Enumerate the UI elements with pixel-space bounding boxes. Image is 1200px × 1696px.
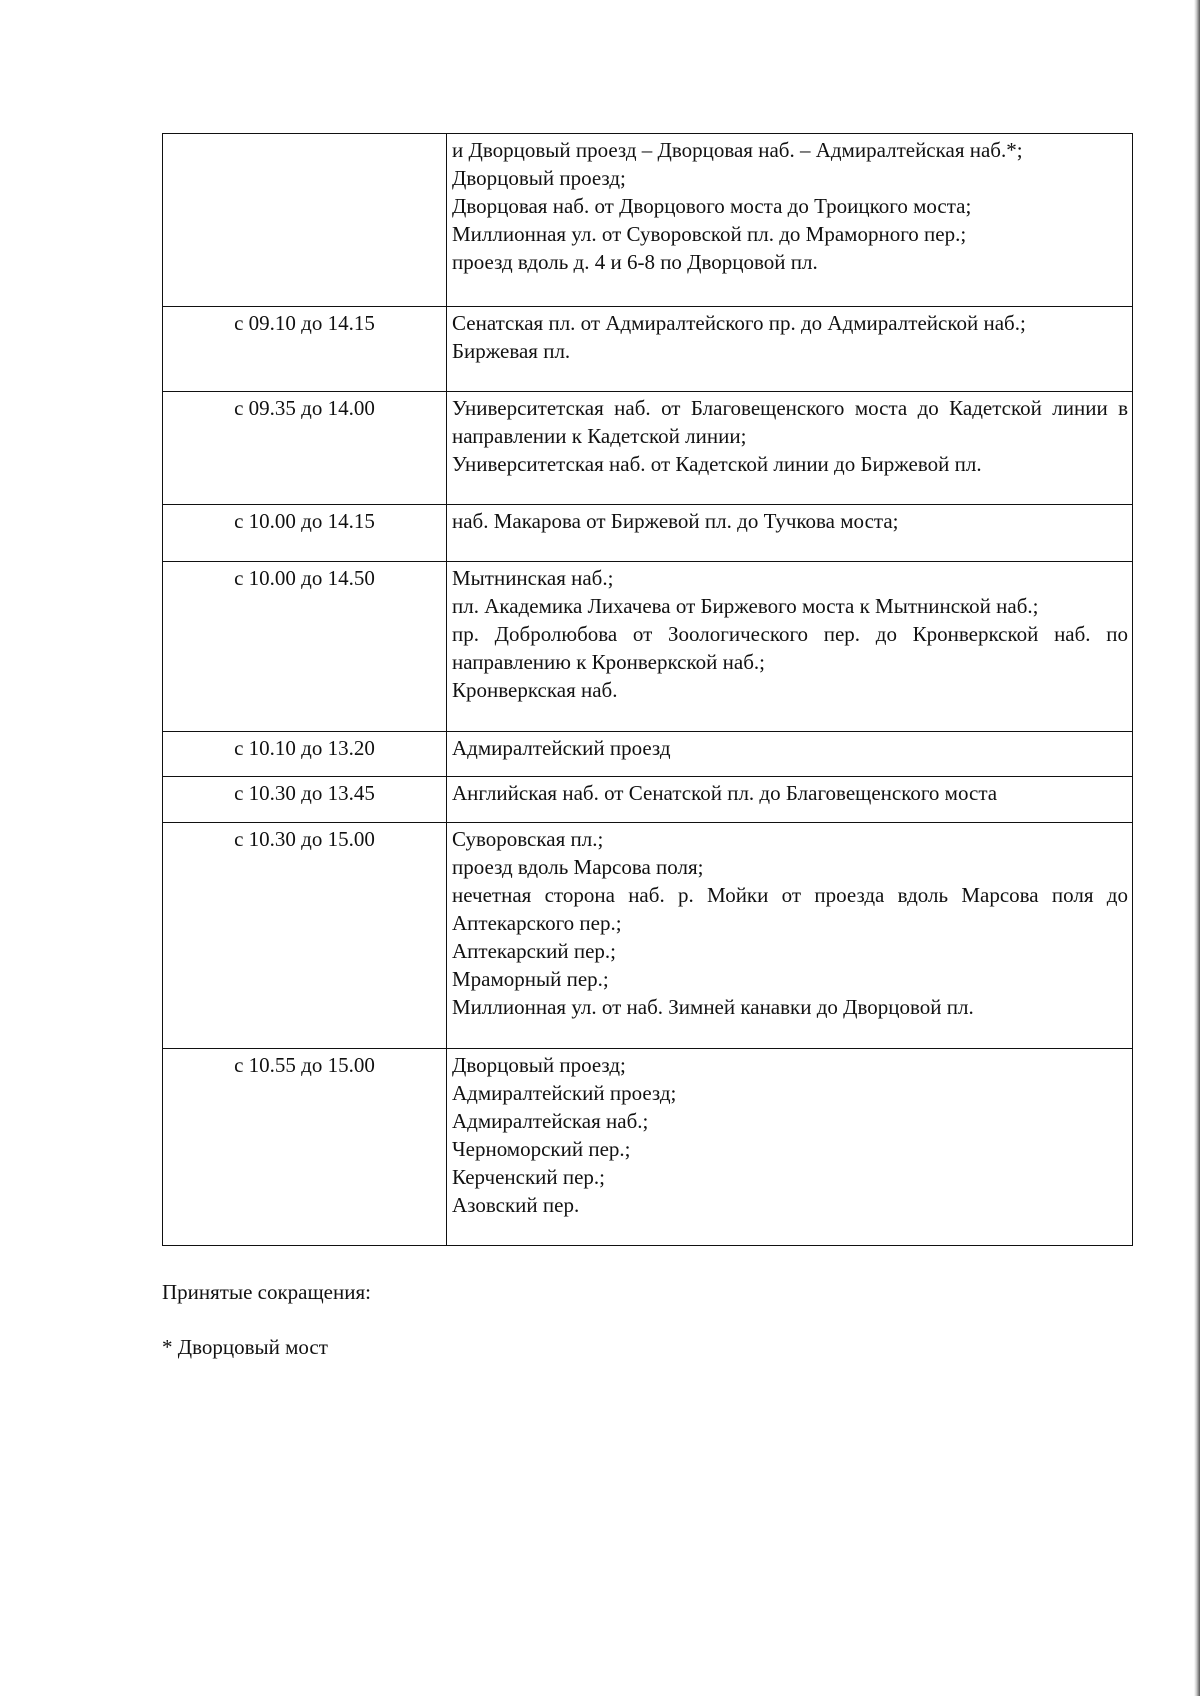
street-line: наб. Макарова от Биржевой пл. до Тучкова моста; <box>452 509 899 533</box>
street-line: Миллионная ул. от Суворовской пл. до Мраморного пер.; <box>452 222 967 246</box>
street-line: Азовский пер. <box>452 1193 580 1217</box>
street-line: Дворцовая наб. от Дворцового моста до Троицкого моста; <box>452 194 972 218</box>
street-line: и Дворцовый проезд – Дворцовая наб. – Адмиралтейская наб.*; <box>452 138 1023 162</box>
table-row <box>163 1049 1133 1246</box>
street-line: проезд вдоль д. 4 и 6-8 по Дворцовой пл. <box>452 250 818 274</box>
street-line: пр. Добролюбова от Зоологического пер. до Кронверкской наб. по направлению к Кронверкской наб.; <box>452 622 1128 674</box>
streets-cell <box>447 392 1133 505</box>
time-cell <box>163 134 447 307</box>
schedule-table <box>162 133 1133 1246</box>
streets-cell <box>447 134 1133 307</box>
street-line: Адмиралтейский проезд; <box>452 1081 677 1105</box>
table-row <box>163 823 1133 1049</box>
streets-cell <box>447 732 1133 777</box>
street-line: Университетская наб. от Благовещенского моста до Кадетской линии в направлении к Кадетской линии; <box>452 396 1128 448</box>
street-line: Английская наб. от Сенатской пл. до Благовещенского моста <box>452 781 998 805</box>
street-line: Университетская наб. от Кадетской линии до Биржевой пл. <box>452 452 982 476</box>
table-row <box>163 777 1133 823</box>
streets-cell <box>447 505 1133 562</box>
street-line: Миллионная ул. от наб. Зимней канавки до Дворцовой пл. <box>452 995 974 1019</box>
time-cell: с 10.10 до 13.20 <box>163 732 447 777</box>
street-line: Суворовская пл.; <box>452 827 604 851</box>
street-line: Биржевая пл. <box>452 339 571 363</box>
street-line: Черноморский пер.; <box>452 1137 631 1161</box>
street-line: Керченский пер.; <box>452 1165 606 1189</box>
table-row <box>163 134 1133 307</box>
table-row <box>163 562 1133 732</box>
table-row <box>163 392 1133 505</box>
street-line: нечетная сторона наб. р. Мойки от проезда вдоль Марсова поля до Аптекарского пер.; <box>452 883 1128 935</box>
streets-cell <box>447 823 1133 1049</box>
street-line: Адмиралтейский проезд <box>452 736 671 760</box>
table-row <box>163 732 1133 777</box>
street-line: Дворцовый проезд; <box>452 1053 626 1077</box>
time-cell: с 10.00 до 14.50 <box>163 562 447 732</box>
street-line: Аптекарский пер.; <box>452 939 617 963</box>
table-row <box>163 505 1133 562</box>
street-line: Кронверкская наб. <box>452 678 618 702</box>
time-cell: с 09.35 до 14.00 <box>163 392 447 505</box>
streets-cell <box>447 562 1133 732</box>
streets-cell <box>447 307 1133 392</box>
time-cell: с 10.00 до 14.15 <box>163 505 447 562</box>
time-cell: с 10.30 до 15.00 <box>163 823 447 1049</box>
streets-cell <box>447 1049 1133 1246</box>
streets-cell <box>447 777 1133 823</box>
street-line: Сенатская пл. от Адмиралтейского пр. до Адмиралтейской наб.; <box>452 311 1026 335</box>
street-line: пл. Академика Лихачева от Биржевого моста к Мытнинской наб.; <box>452 594 1039 618</box>
abbreviations-title: Принятые сокращения: <box>162 1280 371 1304</box>
time-cell: с 09.10 до 14.15 <box>163 307 447 392</box>
schedule-table-body <box>163 134 1133 1246</box>
street-line: Мытнинская наб.; <box>452 566 614 590</box>
table-row <box>163 307 1133 392</box>
street-line: Адмиралтейская наб.; <box>452 1109 649 1133</box>
street-line: Дворцовый проезд; <box>452 166 626 190</box>
street-line: проезд вдоль Марсова поля; <box>452 855 704 879</box>
abbreviation-item: * Дворцовый мост <box>162 1335 328 1359</box>
street-line: Мраморный пер.; <box>452 967 609 991</box>
time-cell: с 10.30 до 13.45 <box>163 777 447 823</box>
scan-edge-shadow <box>1194 0 1200 1696</box>
time-cell: с 10.55 до 15.00 <box>163 1049 447 1246</box>
